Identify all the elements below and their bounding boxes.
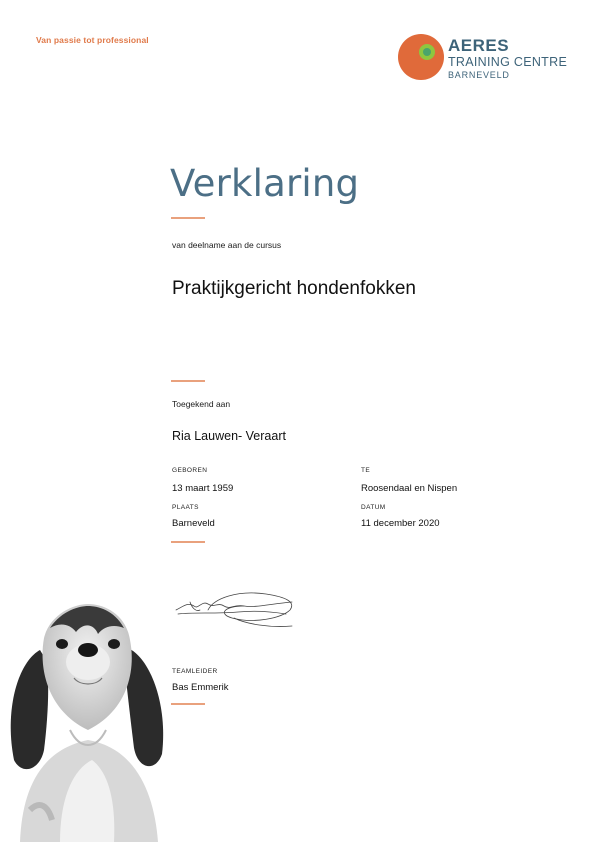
- divider-2: [171, 380, 205, 382]
- date-label: DATUM: [361, 504, 386, 511]
- recipient-name: Ria Lauwen- Veraart: [172, 429, 286, 443]
- team-leader-label: TEAMLEIDER: [172, 668, 218, 675]
- signature-image: [174, 588, 302, 634]
- divider-3: [171, 541, 205, 543]
- at-label: TE: [361, 467, 371, 474]
- place-label: PLAATS: [172, 504, 199, 511]
- place-value: Barneveld: [172, 518, 215, 529]
- certificate-title: Verklaring: [170, 162, 360, 205]
- tagline: Van passie tot professional: [36, 35, 149, 45]
- logo-line-3: BARNEVELD: [448, 70, 510, 80]
- beagle-photo: [0, 600, 175, 842]
- logo-dot-icon: [423, 48, 431, 56]
- logo-line-1: AERES: [448, 36, 510, 55]
- divider-1: [171, 217, 205, 219]
- born-value: 13 maart 1959: [172, 483, 234, 494]
- course-title: Praktijkgericht hondenfokken: [172, 278, 416, 299]
- born-label: GEBOREN: [172, 467, 208, 474]
- divider-4: [171, 703, 205, 705]
- logo-line-2: TRAINING CENTRE: [448, 55, 568, 69]
- date-value: 11 december 2020: [361, 518, 440, 529]
- awarded-label: Toegekend aan: [172, 399, 231, 409]
- at-value: Roosendaal en Nispen: [361, 483, 458, 494]
- intro-text: van deelname aan de cursus: [172, 240, 282, 250]
- aeres-logo: [398, 34, 568, 82]
- team-leader-name: Bas Emmerik: [172, 682, 229, 693]
